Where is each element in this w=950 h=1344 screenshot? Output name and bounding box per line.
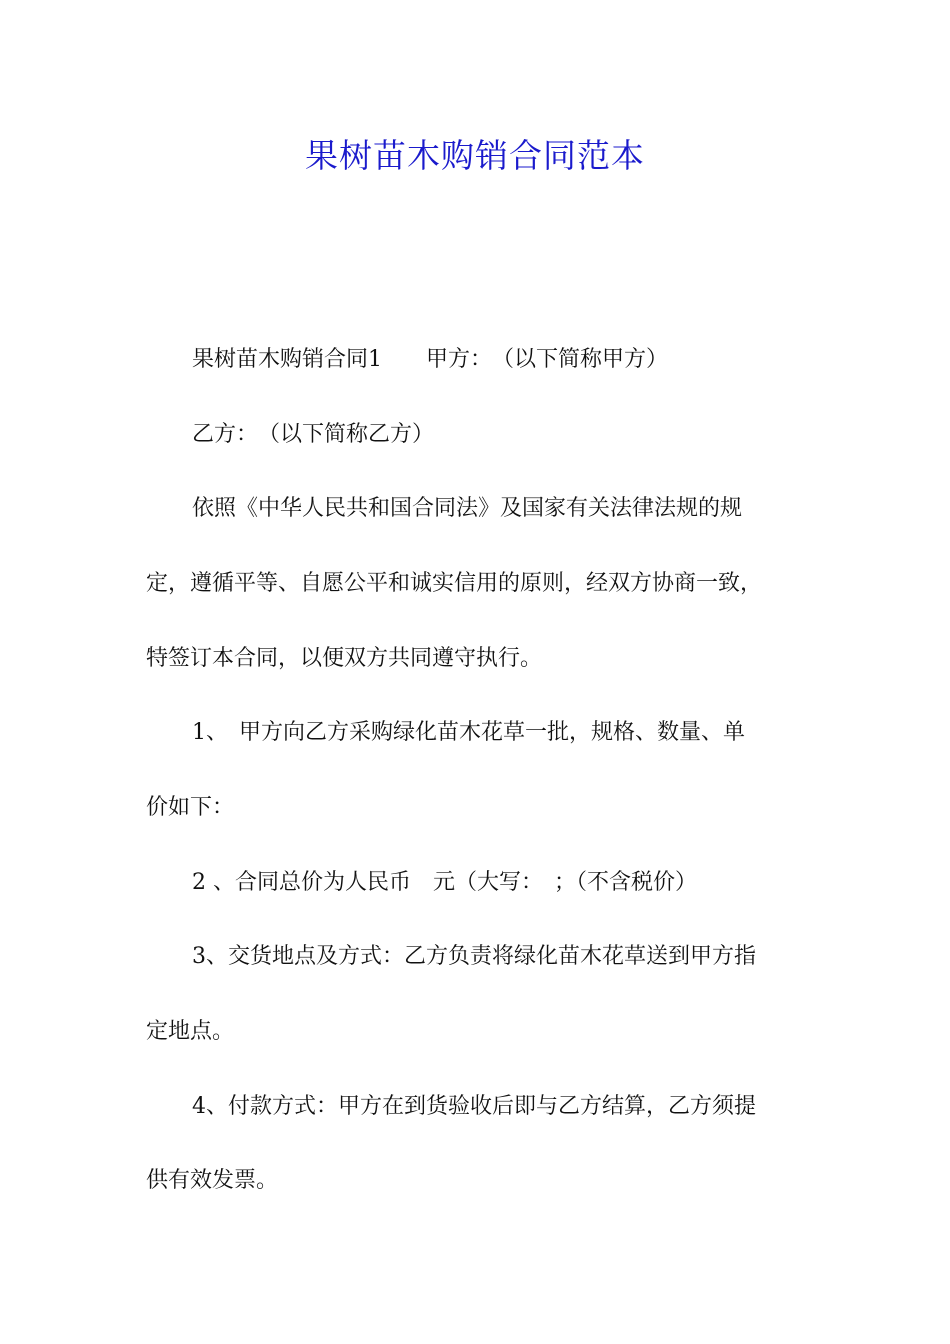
paragraph-line: 乙方： （以下简称乙方） — [192, 422, 435, 447]
paragraph-line: 定，遵循平等、自愿公平和诚实信用的原则，经双方协商一致， — [146, 571, 763, 596]
paragraph-line: 特签订本合同，以便双方共同遵守执行。 — [146, 646, 543, 671]
paragraph-line: 3、交货地点及方式：乙方负责将绿化苗木花草送到甲方指 — [192, 944, 756, 969]
paragraph-line: 价如下： — [146, 795, 235, 820]
paragraph-line: 供有效发票。 — [146, 1168, 279, 1193]
paragraph-line: 2 、合同总价为人民币 元（大写： ；（不含税价） — [192, 870, 697, 895]
document-title: 果树苗木购销合同范本 — [305, 136, 645, 175]
paragraph-line: 1、 甲方向乙方采购绿化苗木花草一批，规格、数量、单 — [192, 720, 745, 745]
paragraph-line: 果树苗木购销合同1 甲方： （以下简称甲方） — [192, 347, 668, 372]
paragraph-line: 4、付款方式：甲方在到货验收后即与乙方结算，乙方须提 — [192, 1094, 756, 1119]
paragraph-line: 依照《中华人民共和国合同法》及国家有关法律法规的规 — [192, 496, 743, 521]
paragraph-line: 定地点。 — [146, 1019, 235, 1044]
